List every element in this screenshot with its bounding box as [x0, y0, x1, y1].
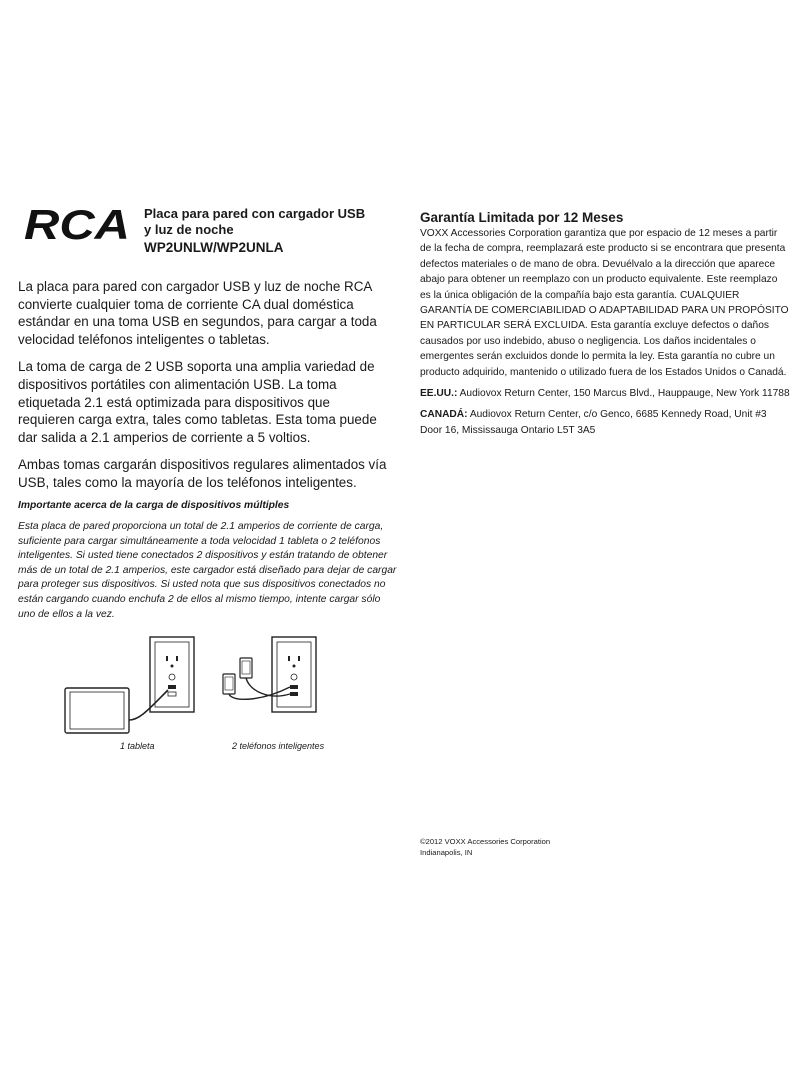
- footer: [420, 836, 670, 858]
- product-title: Placa para pared con cargador USB y luz de noche: [144, 206, 366, 237]
- intro-text: [18, 278, 388, 502]
- warranty-body: VOXX Accessories Corporation garantiza que por espacio de 12 meses a partir de la fecha de compra, reemplazará este producto si se encontrara que presenta defectos materiales o de mano de obra. Devuélvalo a la dirección que aparece abajo para obtener un reemplazo con un producto equivalente. Este reemplazo es la única obligación de la compañía bajo esta garantía. CUALQUIER GARANTÍA DE COMERCIABILIDAD O ADAPTABILIDAD PARA UN PROPÓSITO EN PARTICULAR SERÁ EXCLUIDA. Esta garantía excluye defectos o daños causados por uso indebido, abuso o negligencia. Los daños incidentales o emergentes serán excluidos donde lo permita la ley. Esta garantía no cubre un producto adquirido, mantenido o utilizado fuera de los Estados Unidos o Canadá.: [420, 228, 789, 378]
- charging-illustration: [60, 630, 350, 740]
- canada-address: [420, 407, 790, 438]
- product-model: WP2UNLW/WP2UNLA: [144, 240, 284, 255]
- important-heading: Importante acerca de la carga de dispositivos múltiples: [18, 500, 290, 511]
- intro-paragraph: La toma de carga de 2 USB soporta una amplia variedad de dispositivos portátiles con alimentación USB. La toma etiquetada 2.1 está optimizada para dispositivos que requieren carga extra, tales como tabletas. Esta toma puede dar salida a 2.1 amperios de corriente a 5 voltios.: [18, 359, 377, 445]
- caption-phones: 2 teléfonos inteligentes: [232, 741, 325, 751]
- tablet-icon: [65, 688, 129, 733]
- canada-label: CANADÁ:: [420, 409, 468, 421]
- cable-line: [246, 678, 290, 696]
- intro-paragraph: Ambas tomas cargarán dispositivos regulares alimentados vía USB, tales como la mayoría de los teléfonos inteligentes.: [18, 457, 387, 490]
- us-address: [420, 386, 790, 401]
- cable-line: [129, 690, 168, 720]
- caption-tablet: 1 tableta: [120, 741, 155, 751]
- us-address-text: Audiovox Return Center, 150 Marcus Blvd., Hauppauge, New York 11788: [459, 388, 790, 400]
- warranty-title: Garantía Limitada por 12 Meses: [420, 210, 624, 225]
- phone-icon: [223, 658, 252, 694]
- copyright: ©2012 VOXX Accessories Corporation: [420, 837, 551, 846]
- footer-city: Indianapolis, IN: [420, 848, 473, 857]
- wall-plate-icon: [272, 637, 316, 712]
- rca-logo: [24, 204, 132, 244]
- us-label: EE.UU.:: [420, 388, 458, 400]
- svg-text:RCA: RCA: [24, 204, 130, 244]
- warranty-text: [420, 226, 790, 444]
- intro-paragraph: La placa para pared con cargador USB y luz de noche RCA convierte cualquier toma de corriente CA dual doméstica estándar en una toma USB en segundos, para cargar a toda velocidad teléfonos inteligentes o tabletas.: [18, 279, 377, 347]
- canada-address-text: Audiovox Return Center, c/o Genco, 6685 Kennedy Road, Unit #3 Door 16, Mississauga Ontario L5T 3A5: [420, 409, 767, 436]
- important-body: Esta placa de pared proporciona un total de 2.1 amperios de corriente de carga, suficiente para cargar simultáneamente a toda velocidad 1 tableta o 2 teléfonos inteligentes. Si usted tiene conectados 2 dispositivos y están tratando de obtener más de un total de 2.1 amperios, este cargador está diseñado para dejar de cargar para proteger sus dispositivos. Si usted nota que sus dispositivos conectados no están cargando cuando enchufa 2 de ellos al mismo tiempo, intente cargar sólo uno de ellos a la vez.: [18, 521, 397, 620]
